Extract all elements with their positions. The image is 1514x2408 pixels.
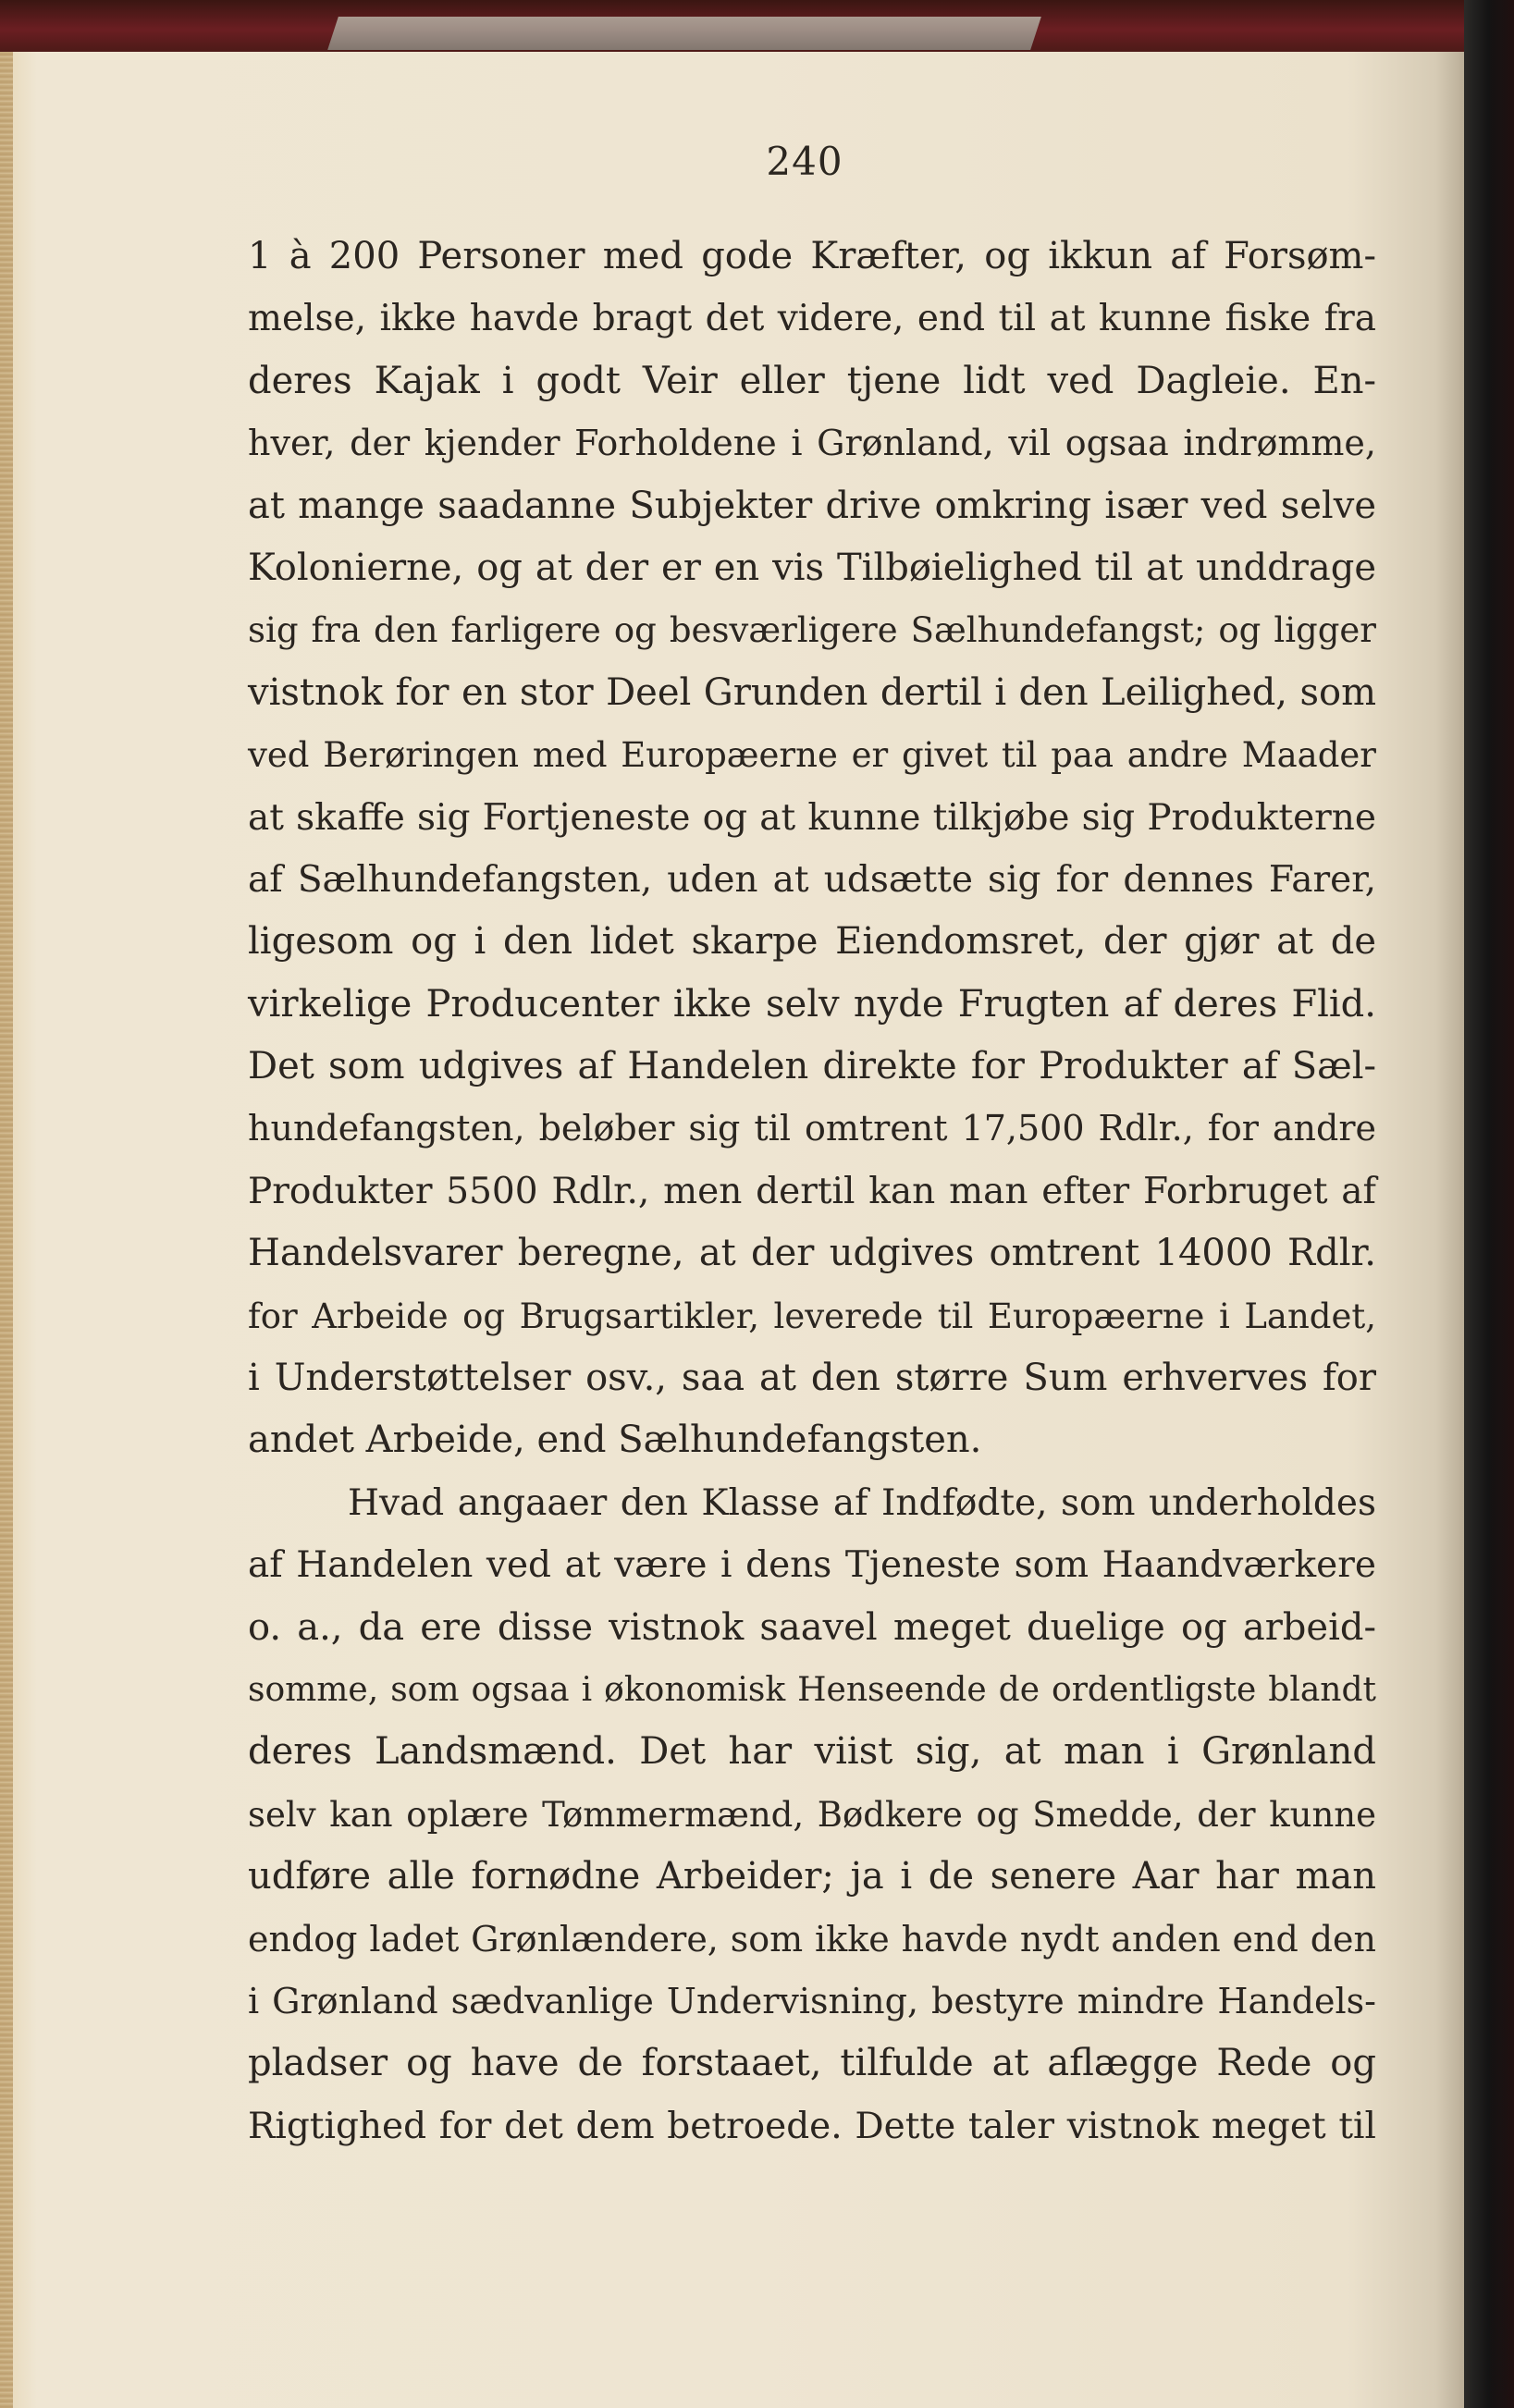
text-line: 1 à 200 Personer med gode Kræfter, og ikkun af Forsøm- [248, 235, 1376, 277]
text-line: pladser og have de forstaaet, tilfulde at aflægge Rede og [248, 2042, 1376, 2085]
page-edge-shadow [327, 17, 1041, 50]
text-line: hver, der kjender Forholdene i Grønland, vil ogsaa indrømme, [248, 423, 1376, 464]
text-line: at mange saadanne Subjekter drive omkring især ved selve [248, 484, 1376, 527]
text-line-paragraph-start: Hvad angaaer den Klasse af Indfødte, som underholdes [348, 1481, 1376, 1524]
text-line: o. a., da ere disse vistnok saavel meget duelige og arbeid- [248, 1605, 1376, 1649]
text-line: i Understøttelser osv., saa at den større Sum erhverves for [248, 1357, 1376, 1400]
body-text [248, 226, 1376, 2157]
text-line: i Grønland sædvanlige Undervisning, bestyre mindre Handels- [248, 1980, 1376, 2021]
text-line: Det som udgives af Handelen direkte for Produkter af Sæl- [248, 1045, 1376, 1088]
book-binding-top [0, 0, 1514, 54]
page-number: 240 [766, 139, 843, 184]
text-line: deres Kajak i godt Veir eller tjene lidt ved Dagleie. En- [248, 359, 1376, 402]
text-line: Handelsvarer beregne, at der udgives omtrent 14000 Rdlr. [248, 1232, 1376, 1275]
text-line: ved Berøringen med Europæerne er givet til paa andre Maader [248, 735, 1376, 776]
text-line: endog ladet Grønlændere, som ikke havde nydt anden end den [248, 1918, 1376, 1960]
text-line: deres Landsmænd. Det har viist sig, at man i Grønland [248, 1730, 1376, 1774]
text-line: Kolonierne, og at der er en vis Tilbøielighed til at unddrage [248, 546, 1376, 589]
book-binding-right [1464, 0, 1514, 2408]
text-line: somme, som ogsaa i økonomisk Henseende de ordentligste blandt [248, 1670, 1376, 1709]
text-line: af Handelen ved at være i dens Tjeneste som Haandværkere [248, 1544, 1376, 1587]
text-line: ligesom og i den lidet skarpe Eiendomsret, der gjør at de [248, 920, 1376, 964]
text-line: virkelige Producenter ikke selv nyde Frugten af deres Flid. [248, 982, 1376, 1026]
text-line: at skaffe sig Fortjeneste og at kunne tilkjøbe sig Produkterne [248, 796, 1376, 839]
text-line: for Arbeide og Brugsartikler, leverede til Europæerne i Landet, [248, 1296, 1376, 1336]
text-line: andet Arbeide, end Sælhundefangsten. [248, 1419, 982, 1462]
text-line: vistnok for en stor Deel Grunden dertil i den Leilighed, som [248, 670, 1376, 714]
text-line: Rigtighed for det dem betroede. Dette taler vistnok meget til [248, 2105, 1376, 2147]
text-line: melse, ikke havde bragt det videre, end til at kunne fiske fra [248, 298, 1376, 340]
text-line: sig fra den farligere og besværligere Sælhundefangst; og ligger [248, 610, 1376, 651]
text-line: hundefangsten, beløber sig til omtrent 17,500 Rdlr., for andre [248, 1108, 1376, 1149]
text-line: af Sælhundefangsten, uden at udsætte sig for dennes Farer, [248, 858, 1376, 901]
text-line: udføre alle fornødne Arbeider; ja i de senere Aar har man [248, 1855, 1376, 1898]
text-line: Produkter 5500 Rdlr., men dertil kan man efter Forbruget af [248, 1170, 1376, 1212]
text-line: selv kan oplære Tømmermænd, Bødkere og Smedde, der kunne [248, 1794, 1376, 1835]
page-edge-left [0, 52, 13, 2408]
